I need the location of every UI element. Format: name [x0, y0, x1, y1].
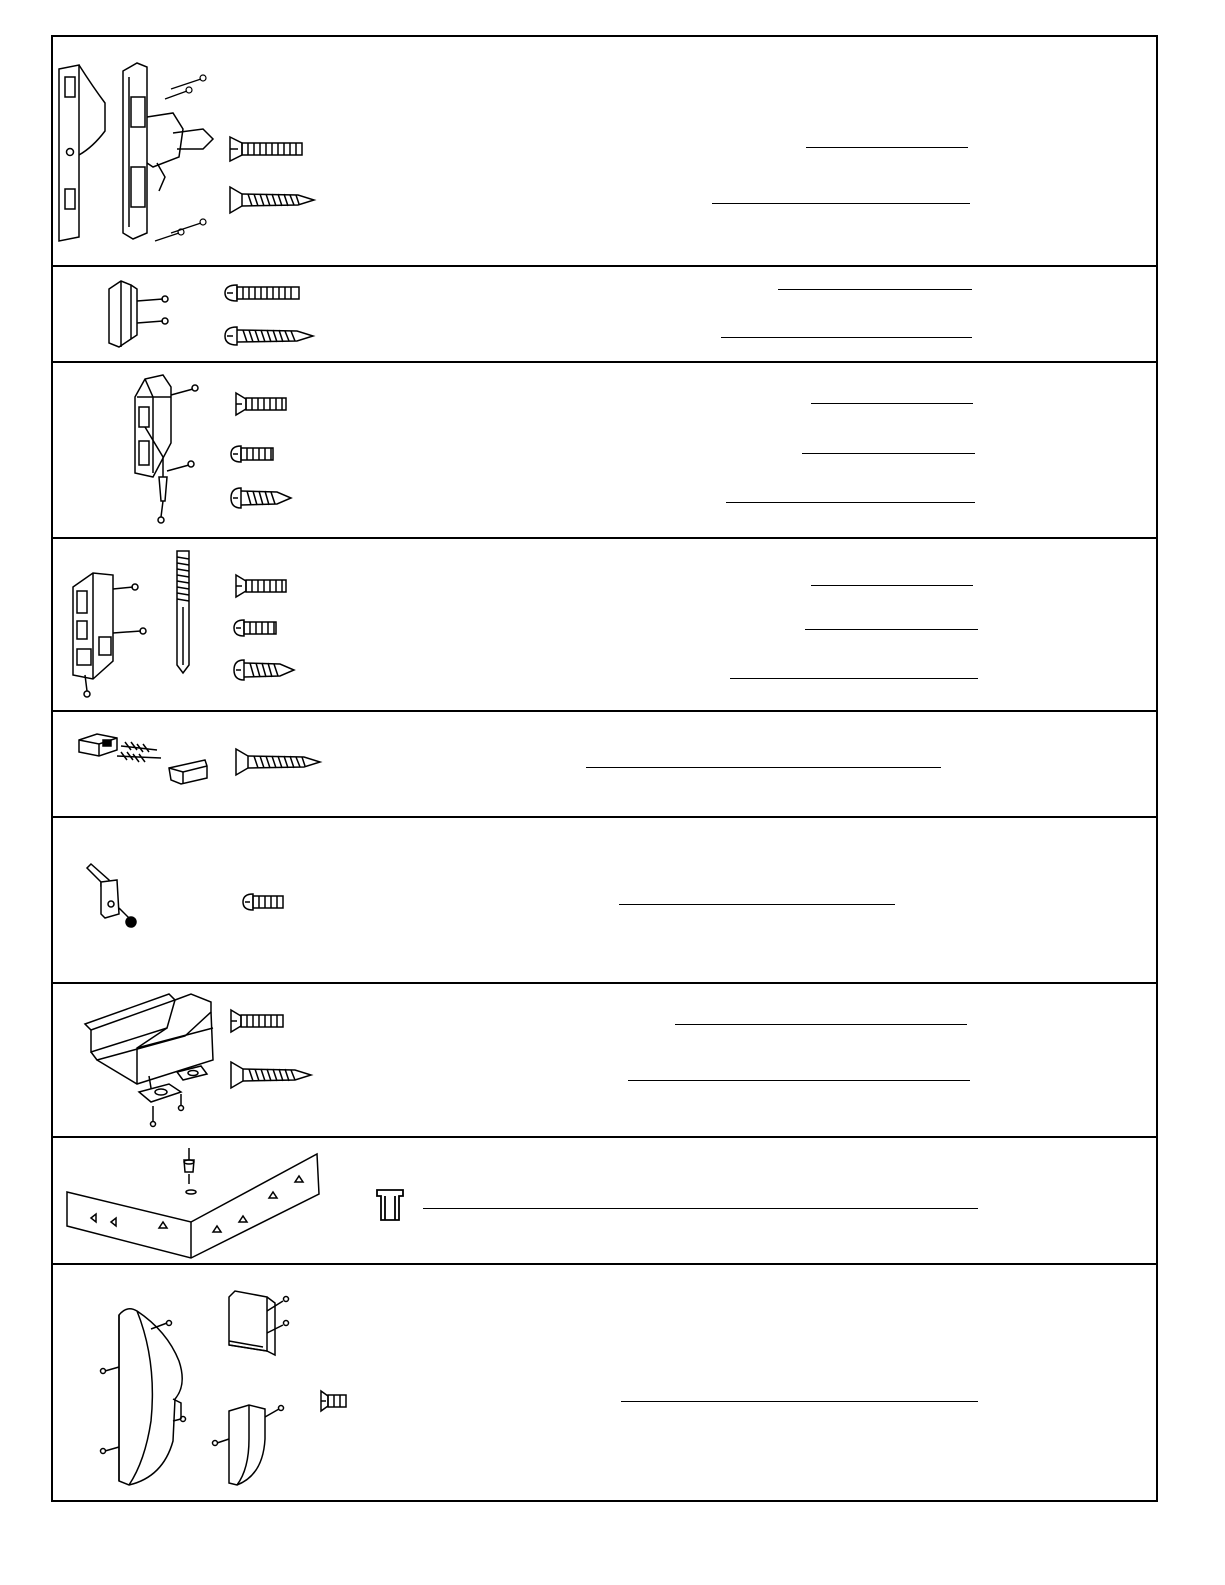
- blank-line[interactable]: [811, 585, 973, 586]
- blank-line[interactable]: [730, 678, 978, 679]
- machine-screw-pan-icon: [223, 281, 303, 305]
- section-end-caps: [53, 1263, 1156, 1502]
- wood-screw-pan-icon: [223, 323, 317, 349]
- section-bottom-latch-rod: [53, 537, 1156, 710]
- machine-screw-flat-icon: [234, 573, 290, 599]
- machine-screw-flat-small-icon: [319, 1389, 349, 1413]
- wood-screw-flat-icon: [228, 185, 318, 215]
- blank-line[interactable]: [712, 203, 970, 204]
- blank-line[interactable]: [721, 337, 972, 338]
- sheet-metal-screw-icon: [229, 485, 295, 511]
- floor-strike-icon: [73, 728, 213, 800]
- blank-line[interactable]: [628, 1080, 970, 1081]
- blank-line[interactable]: [586, 767, 941, 768]
- blank-line[interactable]: [621, 1401, 978, 1402]
- strike-icon: [101, 277, 181, 347]
- machine-screw-flat-icon: [234, 391, 290, 417]
- section-angle-bracket: [53, 816, 1156, 982]
- channel-bracket-icon: [77, 988, 227, 1132]
- angle-bracket-icon: [81, 858, 161, 938]
- top-latch-icon: [123, 367, 223, 531]
- blank-line[interactable]: [778, 289, 972, 290]
- blank-line[interactable]: [811, 403, 973, 404]
- machine-screw-pan-short-icon: [229, 443, 277, 465]
- wood-screw-flat-icon: [229, 1060, 315, 1090]
- machine-screw-flat-icon: [228, 135, 308, 163]
- blank-line[interactable]: [726, 502, 975, 503]
- machine-screw-pan-icon: [241, 891, 289, 913]
- section-channel-mount: [53, 982, 1156, 1136]
- section-bushing: [53, 1136, 1156, 1263]
- rod-icon: [171, 547, 195, 677]
- machine-screw-flat-icon: [229, 1008, 287, 1034]
- wood-screw-flat-icon: [234, 747, 324, 777]
- blank-line[interactable]: [806, 147, 968, 148]
- section-top-latch: [53, 361, 1156, 537]
- blank-line[interactable]: [423, 1208, 978, 1209]
- end-bracket-icon: [223, 1281, 303, 1363]
- section-floor-strike: [53, 710, 1156, 816]
- blank-line[interactable]: [675, 1024, 967, 1025]
- blank-line[interactable]: [802, 453, 975, 454]
- angle-plate-icon: [63, 1142, 333, 1260]
- section-strike: [53, 265, 1156, 361]
- parts-list-frame: [51, 35, 1158, 1502]
- blank-line[interactable]: [619, 904, 895, 905]
- bottom-latch-icon: [63, 567, 163, 703]
- bushing-icon: [375, 1188, 405, 1224]
- end-cap-icon: [97, 1301, 197, 1487]
- machine-screw-pan-short-icon: [232, 617, 280, 639]
- section-mortise-lock-case: [53, 37, 1156, 265]
- sheet-metal-screw-icon: [232, 657, 298, 683]
- end-cover-icon: [203, 1399, 303, 1491]
- blank-line[interactable]: [805, 629, 978, 630]
